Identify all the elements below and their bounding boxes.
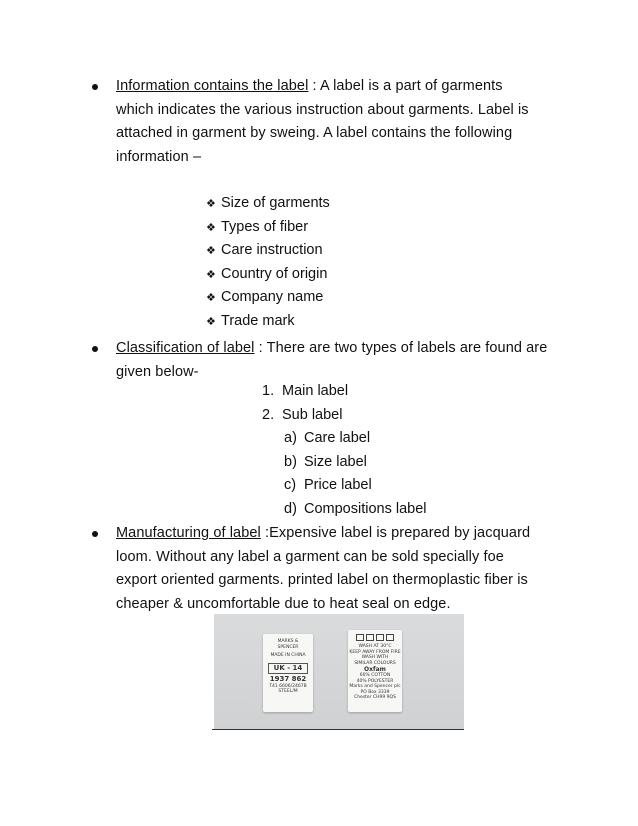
paragraph-text: given below-: [116, 363, 199, 380]
section-heading-classification: Classification of label: [116, 340, 255, 356]
garment-labels-photo: [214, 614, 464, 729]
paragraph-text: cheaper & uncomfortable due to heat seal on edge.: [116, 595, 451, 612]
bullet-dot: [92, 84, 98, 90]
paragraph-text: : There are two types of labels are found are: [254, 340, 548, 356]
label-types-list: [262, 380, 348, 427]
paragraph-text: which indicates the various instruction about garments. Label is: [116, 101, 529, 118]
care-symbols-icon: [348, 634, 402, 641]
paragraph-text: loom. Without any label a garment can be sold specially foe: [116, 548, 504, 565]
bullet-dot: [92, 531, 98, 537]
diamond-bullet-icon: ❖: [206, 245, 216, 257]
list-item: 1. Main label: [262, 383, 349, 399]
bullet-dot: [92, 346, 98, 352]
paragraph-text: : A label is a part of garments: [308, 78, 503, 94]
care-label-tag: WASH AT 30°C KEEP AWAY FROM FIRE WASH WITH SIMILAR COLOURS Oxfam 60% COTTON 40% POLYESTER Marks and Spencer plc PO Box 3339 Chester CH99 9QS: [348, 630, 402, 712]
paragraph-information: [116, 75, 572, 169]
list-item: ❖ Country of origin: [206, 263, 330, 287]
list-item: b) Size label: [284, 453, 367, 470]
paragraph-classification: [116, 337, 572, 384]
list-item: ❖ Care instruction: [206, 239, 330, 263]
diamond-bullet-icon: ❖: [206, 221, 216, 234]
list-item: ❖ Company name: [206, 286, 330, 310]
list-item: a) Care label: [284, 430, 371, 446]
sub-label-list: [284, 427, 427, 521]
paragraph-manufacturing: [116, 522, 572, 616]
list-item: ❖ Trade mark: [206, 310, 330, 334]
diamond-bullet-icon: ❖: [206, 268, 216, 281]
section-heading-manufacturing: Manufacturing of label: [116, 525, 261, 541]
list-item: ❖ Types of fiber: [206, 216, 330, 240]
section-heading-information: Information contains the label: [116, 78, 309, 94]
bullet-section-classification: [92, 337, 572, 384]
list-item: 2. Sub label: [262, 406, 343, 423]
list-item: d) Compositions label: [284, 500, 427, 517]
diamond-bullet-icon: ❖: [206, 315, 216, 328]
paragraph-text: :Expensive label is prepared by jacquard: [260, 525, 531, 541]
size-label-tag: MARKS & SPENCER MADE IN CHINA UK - 14 1937 862 T41 6606/2467B STEEL/M: [263, 634, 313, 712]
bullet-section-information: [92, 75, 572, 169]
diamond-bullet-icon: ❖: [206, 292, 216, 304]
photo-bottom-rule: [212, 729, 464, 730]
paragraph-text: export oriented garments. printed label on thermoplastic fiber is: [116, 572, 528, 588]
list-item: ❖ Size of garments: [206, 192, 330, 216]
list-item: c) Price label: [284, 477, 372, 493]
oxfam-logo: Oxfam: [364, 666, 386, 673]
paragraph-text: attached in garment by sweing. A label contains the following: [116, 125, 513, 141]
bullet-section-manufacturing: [92, 522, 572, 616]
label-info-list: [206, 192, 330, 333]
diamond-bullet-icon: ❖: [206, 198, 216, 210]
paragraph-text: information –: [116, 148, 202, 165]
